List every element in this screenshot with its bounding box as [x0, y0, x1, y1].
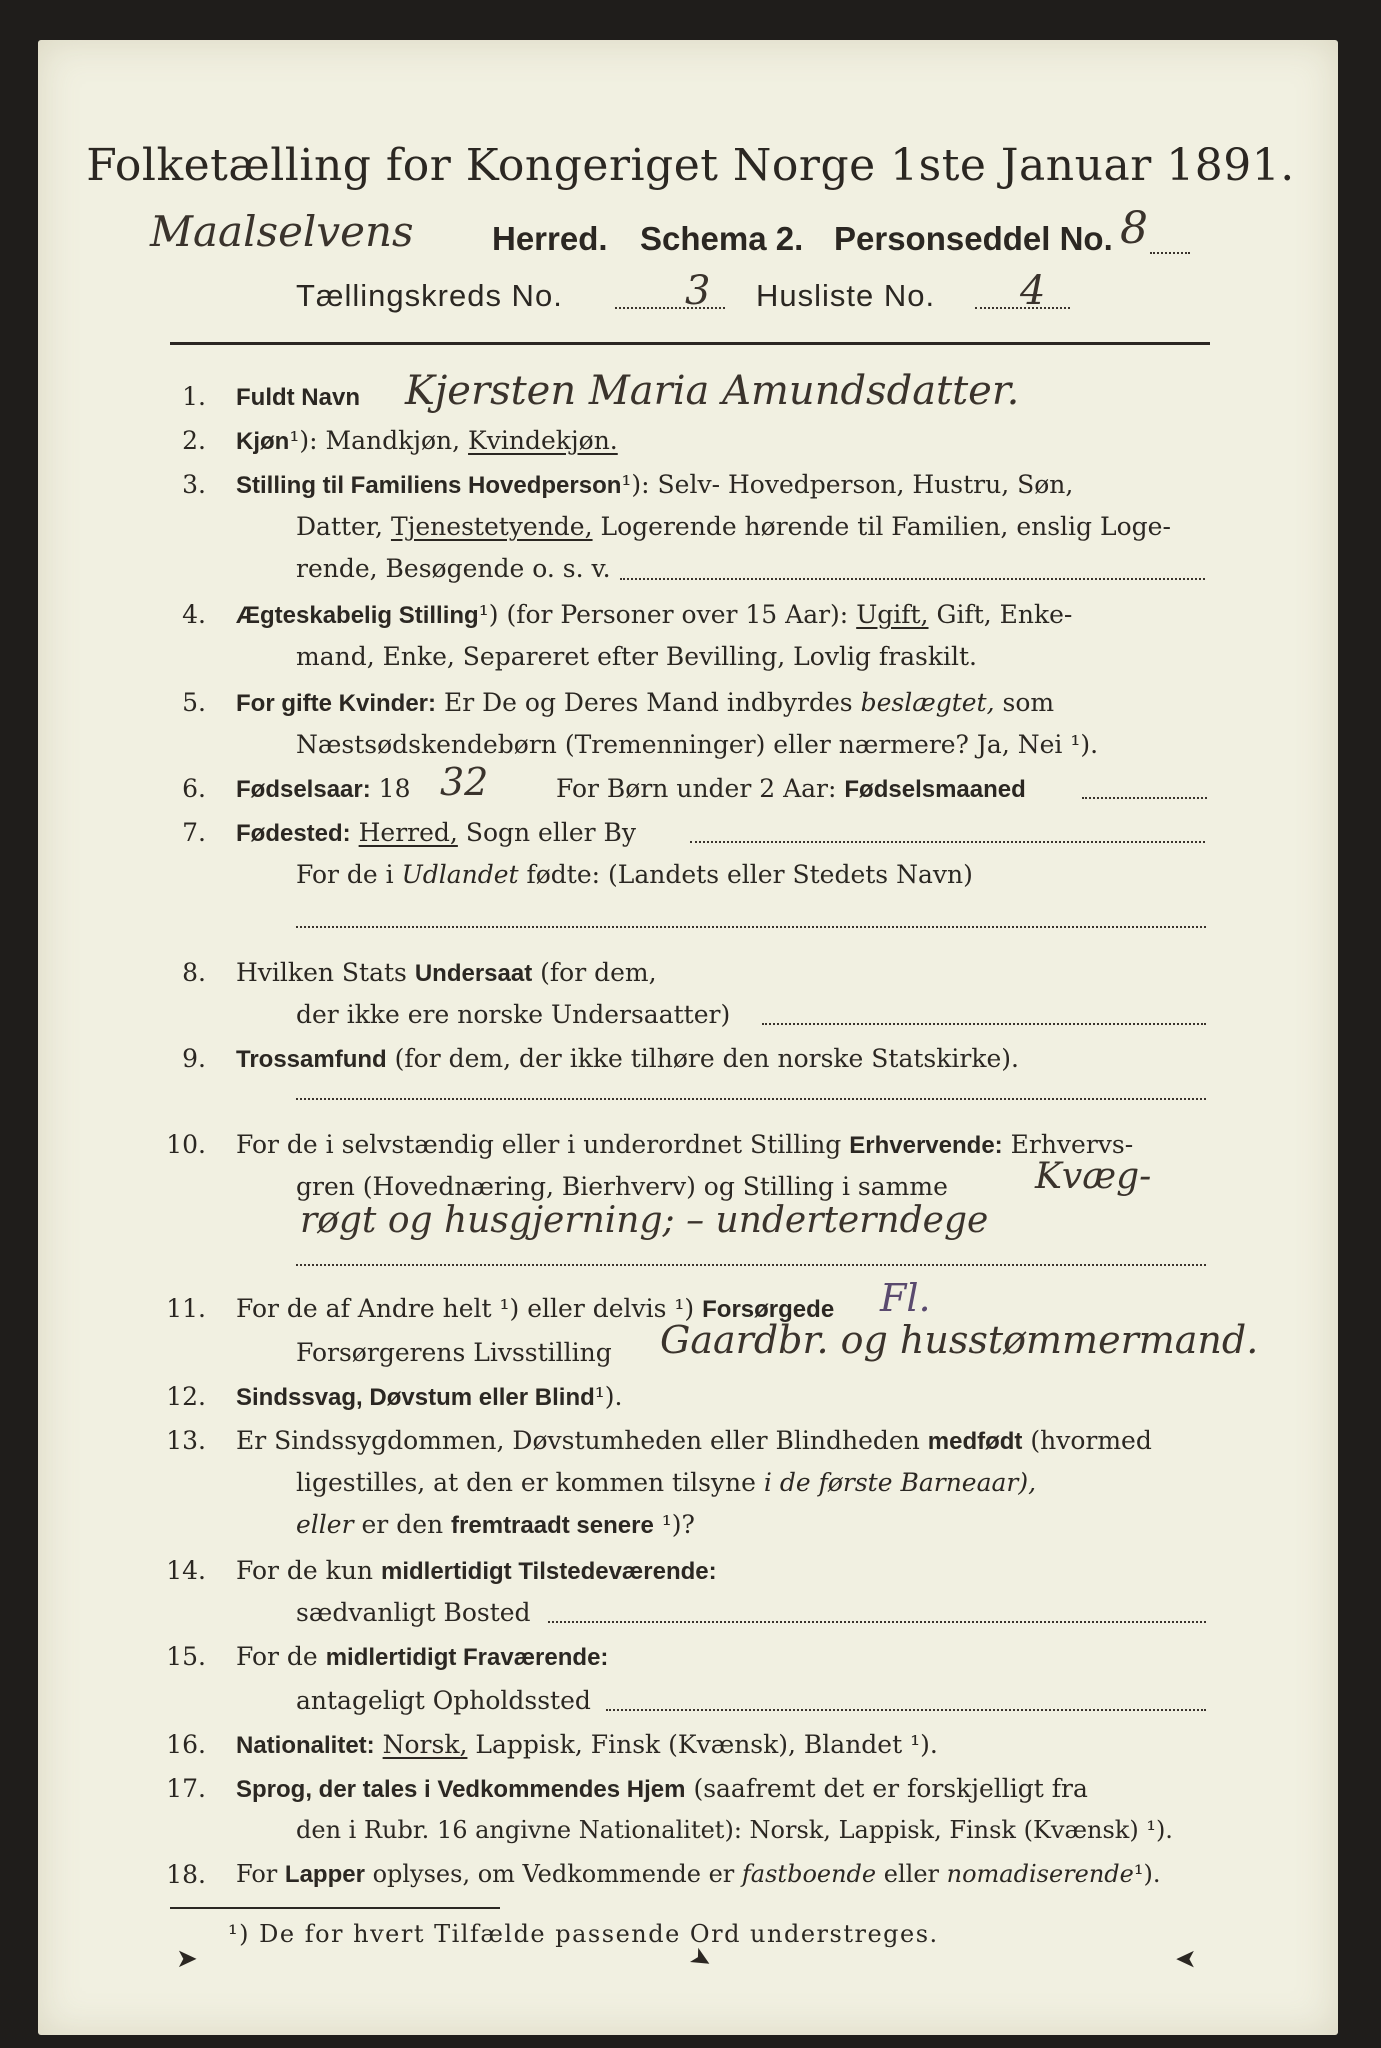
personseddel-label: Personseddel No. [834, 220, 1113, 257]
fill-dots [296, 1264, 1206, 1266]
birth-year-value: 32 [440, 760, 489, 804]
question-text: For Børn under 2 Aar: [556, 774, 837, 803]
item-number: 10. [166, 1130, 206, 1159]
birth-month-label: Fødselsmaaned [844, 776, 1026, 803]
herred-label: Herred. [492, 220, 608, 257]
footnote-ref: ¹). [594, 1382, 623, 1411]
fill-dots [296, 926, 1206, 928]
item-number: 6. [182, 774, 206, 803]
marital-status-line1 [236, 600, 1072, 630]
question-text: Udlandet [401, 860, 519, 889]
item-number: 4. [182, 600, 206, 629]
item-number: 9. [182, 1044, 206, 1073]
question-text: som [1002, 688, 1055, 717]
language-line1 [236, 1774, 1088, 1804]
footnote: ¹) De for hvert Tilfælde passende Ord understreges. [228, 1920, 939, 1948]
question-text: Er De og Deres Mand indbyrdes [443, 688, 853, 717]
item-number: 8. [182, 958, 206, 987]
married-women-label: For gifte Kvinder: [236, 690, 437, 717]
footnote-ref: ¹): [289, 426, 318, 455]
question-text: beslægtet, [860, 688, 995, 717]
question-text: eller [883, 1860, 939, 1888]
personseddel-value: 8 [1120, 203, 1148, 254]
option-text: fastboende [741, 1860, 877, 1888]
fill-dots [690, 841, 1205, 843]
occupation-label: Erhvervende: [849, 1132, 1003, 1159]
husliste-label: Husliste No. [756, 278, 936, 313]
temp-present-line1 [236, 1556, 717, 1586]
occupation-line1 [236, 1130, 1133, 1160]
question-text: i de første Barneaar), [763, 1468, 1037, 1497]
congenital-line2 [296, 1468, 1036, 1497]
question-text: For de [236, 1642, 318, 1671]
option-text: Logerende hørende til Familien, enslig Loge- [600, 512, 1171, 541]
family-position-selected: Tjenestetyende, [390, 512, 593, 541]
occupation-value-line1: Kvæg- [1035, 1156, 1152, 1197]
question-text: Erhvervs- [1010, 1130, 1134, 1159]
married-women-line1 [236, 688, 1054, 718]
item-number: 11. [166, 1294, 206, 1323]
item-number: 12. [166, 1382, 206, 1411]
married-women-line2: Næstsødskendebørn (Tremenninger) eller nærmere? Ja, Nei ¹). [296, 730, 1099, 759]
nationality-selected: Norsk, [382, 1730, 468, 1759]
temp-present-label: midlertidigt Tilstedeværende: [380, 1558, 717, 1585]
congenital-line3 [296, 1510, 695, 1540]
option-text: Datter, [296, 512, 383, 541]
schema-label: Schema 2. [640, 220, 804, 257]
occupation-value-line2: røgt og husgjerning; – underterndege [300, 1200, 989, 1241]
form-title: Folketælling for Kongeriget Norge 1ste Januar 1891. [86, 140, 1295, 191]
question-text: For de i selvstændig eller i underordnet Stilling [236, 1130, 842, 1159]
kreds-value: 3 [685, 268, 711, 314]
question-text: (for dem, der ikke tilhøre den norske Statskirke). [394, 1044, 1019, 1073]
probable-residence-label: antageligt Opholdssted [296, 1686, 591, 1715]
full-name-label: Fuldt Navn [236, 384, 360, 411]
center-mark: ➤ [683, 1940, 718, 1978]
temp-absent-label: midlertidigt Fraværende: [325, 1644, 609, 1671]
language-label: Sprog, der tales i Vedkommendes Hjem [236, 1776, 686, 1803]
item-number: 14. [166, 1556, 206, 1585]
dependent-mark: Fl. [880, 1276, 931, 1320]
marital-status-label: Ægteskabelig Stilling [236, 602, 479, 629]
family-position-line1 [236, 470, 1073, 500]
religion-row [236, 1044, 1019, 1074]
religion-label: Trossamfund [236, 1046, 387, 1073]
marital-status-line2: mand, Enke, Separeret efter Bevilling, Lovlig fraskilt. [296, 642, 977, 671]
birth-year-label: Fødselsaar: [236, 776, 371, 803]
footnote-ref: ¹)? [661, 1510, 695, 1539]
citizenship-line2: der ikke ere norske Undersaatter) [296, 1000, 731, 1029]
option-text: Gift, Enke- [936, 600, 1073, 629]
fill-dots [548, 1621, 1206, 1623]
birthplace-row [236, 818, 636, 848]
birth-year-prefix: 18 [378, 774, 411, 803]
fill-dots [1082, 797, 1207, 799]
fill-dots [762, 1023, 1206, 1025]
herred-value: Maalselvens [150, 207, 414, 256]
fill-dots [620, 578, 1205, 580]
question-text: Er Sindssygdommen, Døvstumheden eller Blindheden [236, 1426, 920, 1455]
item-number: 7. [182, 818, 206, 847]
item-number: 5. [182, 688, 206, 717]
question-text: For [236, 1860, 278, 1888]
birth-month-row [556, 774, 1026, 804]
citizenship-label: Undersaat [414, 960, 533, 987]
birthplace-abroad [296, 860, 973, 889]
fill-dots [606, 1709, 1206, 1711]
gender-row [236, 426, 618, 456]
question-text: oplyses, om Vedkommende er [372, 1860, 735, 1888]
family-position-line3: rende, Besøgende o. s. v. [296, 554, 611, 583]
question-text: For de kun [236, 1556, 374, 1585]
corner-mark-left: ➤ [176, 1944, 198, 1974]
husliste-dots [975, 307, 1070, 309]
sami-label: Lapper [284, 1861, 365, 1888]
kreds-label: Tællingskreds No. [296, 278, 563, 313]
question-text: er den [361, 1510, 444, 1539]
header-rule [170, 342, 1210, 345]
nationality-label: Nationalitet: [236, 1732, 375, 1759]
family-position-label: Stilling til Familiens Hovedperson [236, 472, 622, 499]
question-text: eller [296, 1510, 354, 1539]
later-onset-label: fremtraadt senere [451, 1512, 654, 1539]
item-number: 13. [166, 1426, 206, 1455]
gender-option-male: Mandkjøn, [325, 426, 461, 455]
option-text: ¹) (for Personer over 15 Aar): [478, 600, 849, 629]
nationality-row [236, 1730, 938, 1760]
item-number: 2. [182, 426, 206, 455]
family-position-line2 [296, 512, 1171, 541]
fill-dots [296, 1098, 1206, 1100]
footnote-rule [170, 1907, 500, 1909]
full-name-value: Kjersten Maria Amundsdatter. [405, 368, 1020, 414]
item-number: 18. [166, 1860, 206, 1889]
item-number: 15. [166, 1642, 206, 1671]
provider-occupation-label: Forsørgerens Livsstilling [296, 1338, 612, 1367]
question-text: Hvilken Stats [236, 958, 407, 987]
question-text: (for dem, [540, 958, 657, 987]
birthplace-selected: Herred, [358, 818, 458, 847]
language-line2: den i Rubr. 16 angivne Nationalitet): Norsk, Lappisk, Finsk (Kvænsk) ¹). [296, 1816, 1173, 1844]
citizenship-line1 [236, 958, 657, 988]
item-number: 17. [166, 1774, 206, 1803]
question-text: fødte: (Landets eller Stedets Navn) [526, 860, 973, 889]
option-text: Sogn eller By [465, 818, 637, 847]
husliste-value: 4 [1020, 268, 1046, 314]
provider-occupation-value: Gaardbr. og husstømmermand. [660, 1318, 1259, 1362]
kreds-dots [615, 307, 725, 309]
congenital-label: medfødt [927, 1428, 1023, 1455]
congenital-line1 [236, 1426, 1152, 1456]
question-text: (saafremt det er forskjelligt fra [693, 1774, 1088, 1803]
usual-residence-label: sædvanligt Bosted [296, 1598, 531, 1627]
option-text: nomadiserende [946, 1860, 1134, 1888]
question-text: (hvormed [1030, 1426, 1152, 1455]
question-text: ligestilles, at den er kommen tilsyne [296, 1468, 756, 1497]
option-text: Lappisk, Finsk (Kvænsk), Blandet ¹). [475, 1730, 938, 1759]
item-number: 3. [182, 470, 206, 499]
family-position-options: ¹): Selv- Hovedperson, Hustru, Søn, [621, 470, 1074, 499]
birth-year-row [236, 774, 410, 804]
question-text: For de af Andre helt ¹) eller delvis ¹) [236, 1294, 695, 1323]
sami-row [236, 1860, 1161, 1889]
question-text: For de i [296, 860, 394, 889]
disability-row [236, 1382, 623, 1412]
personseddel-dots [1150, 252, 1190, 254]
disability-label: Sindssvag, Døvstum eller Blind [236, 1384, 595, 1411]
gender-label: Kjøn [236, 428, 290, 455]
footnote-ref: ¹). [1133, 1860, 1161, 1888]
occupation-line2: gren (Hovednæring, Bierhverv) og Stilling i samme [296, 1172, 948, 1201]
corner-mark-right: ➤ [1175, 1944, 1197, 1974]
gender-option-female: Kvindekjøn. [468, 426, 618, 455]
temp-absent-line1 [236, 1642, 608, 1672]
marital-status-selected: Ugift, [856, 600, 929, 629]
item-number: 16. [166, 1730, 206, 1759]
birthplace-label: Fødested: [236, 820, 351, 847]
dependent-label: Forsørgede [702, 1296, 835, 1323]
item-number: 1. [182, 382, 206, 411]
